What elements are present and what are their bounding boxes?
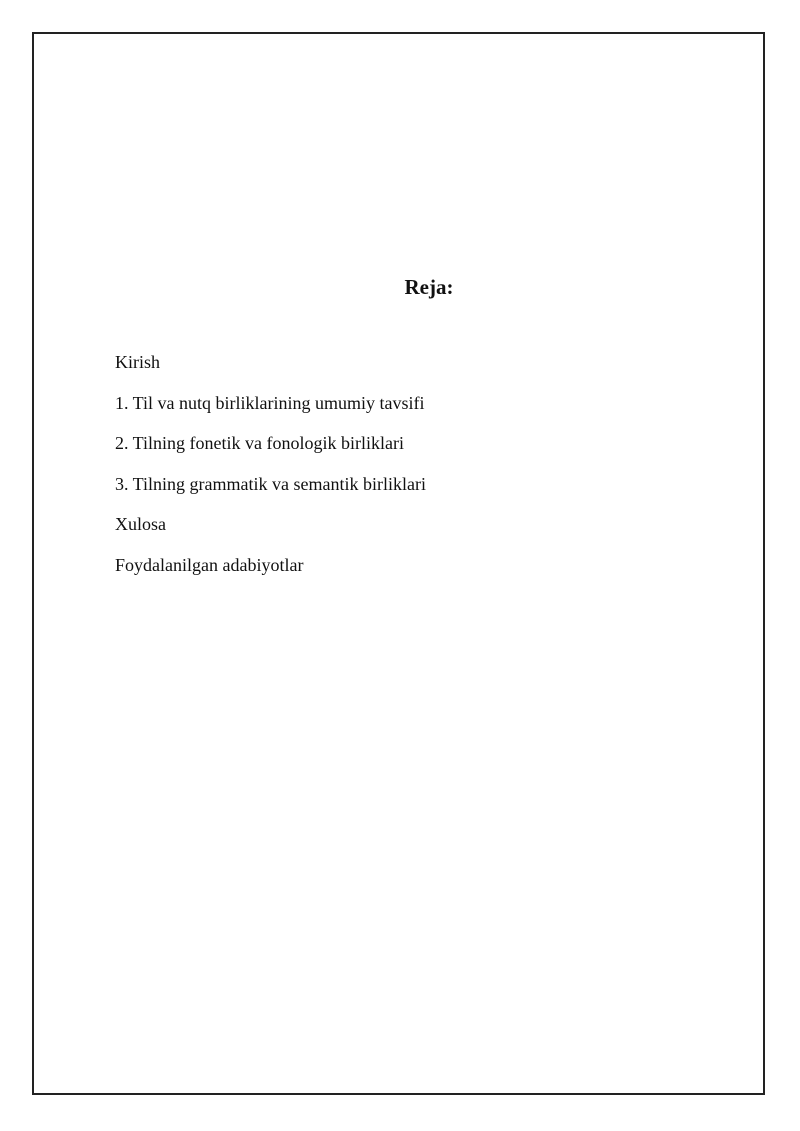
contents-item-chapter-1: 1. Til va nutq birliklarining umumiy tavsifi	[115, 392, 425, 413]
contents-item-chapter-3: 3. Tilning grammatik va semantik birliklari	[115, 473, 426, 494]
contents-item-introduction: Kirish	[115, 352, 160, 372]
contents-list	[115, 348, 426, 591]
page-title: Reja:	[404, 275, 454, 299]
contents-item-chapter-2: 2. Tilning fonetik va fonologik birliklari	[115, 433, 404, 453]
contents-item-conclusion: Xulosa	[115, 514, 166, 534]
contents-item-references: Foydalanilgan adabiyotlar	[115, 554, 304, 575]
